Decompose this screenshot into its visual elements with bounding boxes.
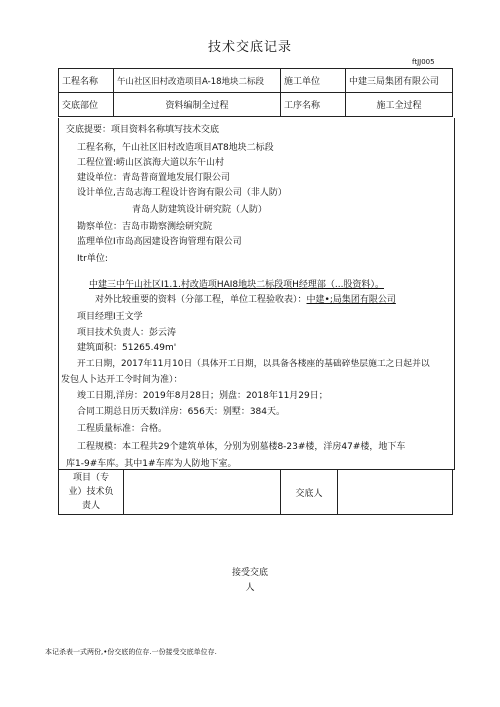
process-name-label: 工序名称 [281,93,346,117]
signature-table [58,469,453,515]
receiver-label [220,566,280,596]
document-number: ftJJ005 [412,58,435,66]
contractor-label: 施工单位 [281,69,346,93]
content-line-10-company: 中建•;局集团有限公司 [306,295,396,305]
tech-lead-label-line-3: 责人 [81,501,100,511]
content-line-1: 工程名称，午山社区旧村改造项目AT8地块二标段 [77,143,274,153]
summary-line: 交底提要：项目资料名称填写技术交底 [66,125,220,135]
content-line-9: 中建三中午山社区I1.1.村改造项HAI8地块二标段项H经理部（...股资料）。 [89,280,384,290]
tech-lead-label-line-2: 业）技术负 [68,487,114,497]
content-line-6: 勘察单位：吉岛市勘察测绘研究院 [77,222,213,232]
content-line-3: 建设单位：青岛普商置地发展仃限公司 [77,173,231,183]
project-name-value: 午山社区旧村改造项目A-18地块二标段 [114,69,281,93]
content-line-20: 库1-9#车库。其中1#车库为人防地下室。 [66,459,237,469]
discloser-label: 交底人 [281,470,338,515]
process-name-value: 施工全过程 [346,93,453,117]
receiver-label-line-1: 接受交底 [231,568,268,578]
tech-lead-label [59,470,124,515]
content-line-12: 项目技术负责人：彭云涛 [77,328,177,338]
contractor-value: 中建三局集团有限公司 [346,69,453,93]
footer-note: 本记杀表一式两份,•份交底的位存.一份接受交底单位存. [45,648,217,656]
content-line-15: 发包人卜达开工令时间为准）： [61,375,183,385]
discloser-signature-cell [338,470,453,515]
disclosure-part-label: 交底部位 [59,93,114,117]
project-name-label: 工程名称 [59,69,114,93]
document-title: 技术交底记录 [207,40,292,55]
signature-row [59,470,453,515]
content-line-4: 设计单位,吉岛志海工程设计咨询有限公司（非人防） [77,188,287,198]
content-line-7: 监理单位I市岛高园建设咨询管理有限公司 [77,237,242,247]
receiver-label-line-2: 人 [245,583,255,593]
content-line-19: 工程规模：本工程共29个建筑单体，分别为别墓楼8-23#楼，洋房47#楼，地下车 [77,442,406,452]
content-line-14: 开工日期，2017年11月10日（具体开工日期，以具备各楼座的基础碎垫层施工之日起并以 [77,359,430,369]
content-line-8: Itr单位: [77,254,108,264]
content-line-17: 合同工期总日历天数I洋房：656天：别墅：384天。 [77,407,286,417]
header-table [58,68,453,117]
content-line-18: 工程质量标准：合格。 [77,424,168,434]
content-line-10-text: 对外比较重要的资料（分部工程，单位工程验收表）： [95,295,307,305]
content-line-5: 青岛人防建筑设计研究院（人防） [132,205,268,215]
content-line-10 [95,292,396,305]
content-line-13: 建筑面积：51265.49m' [77,343,177,353]
content-line-16: 竣工日期,洋房：2019年8月28日；别盘：2018年11月29日； [77,391,328,401]
tech-lead-label-line-1: 项目（专 [72,473,109,483]
disclosure-part-value: 资料编制全过程 [114,93,281,117]
content-line-2: 工程位置:崂山区滨海大道以东午山村 [77,158,225,168]
header-row-1 [59,69,453,93]
content-line-11: 项目经理I王文学 [77,312,143,322]
tech-lead-signature-cell [124,470,281,515]
disclosure-content-box [58,118,455,470]
header-row-2 [59,93,453,117]
